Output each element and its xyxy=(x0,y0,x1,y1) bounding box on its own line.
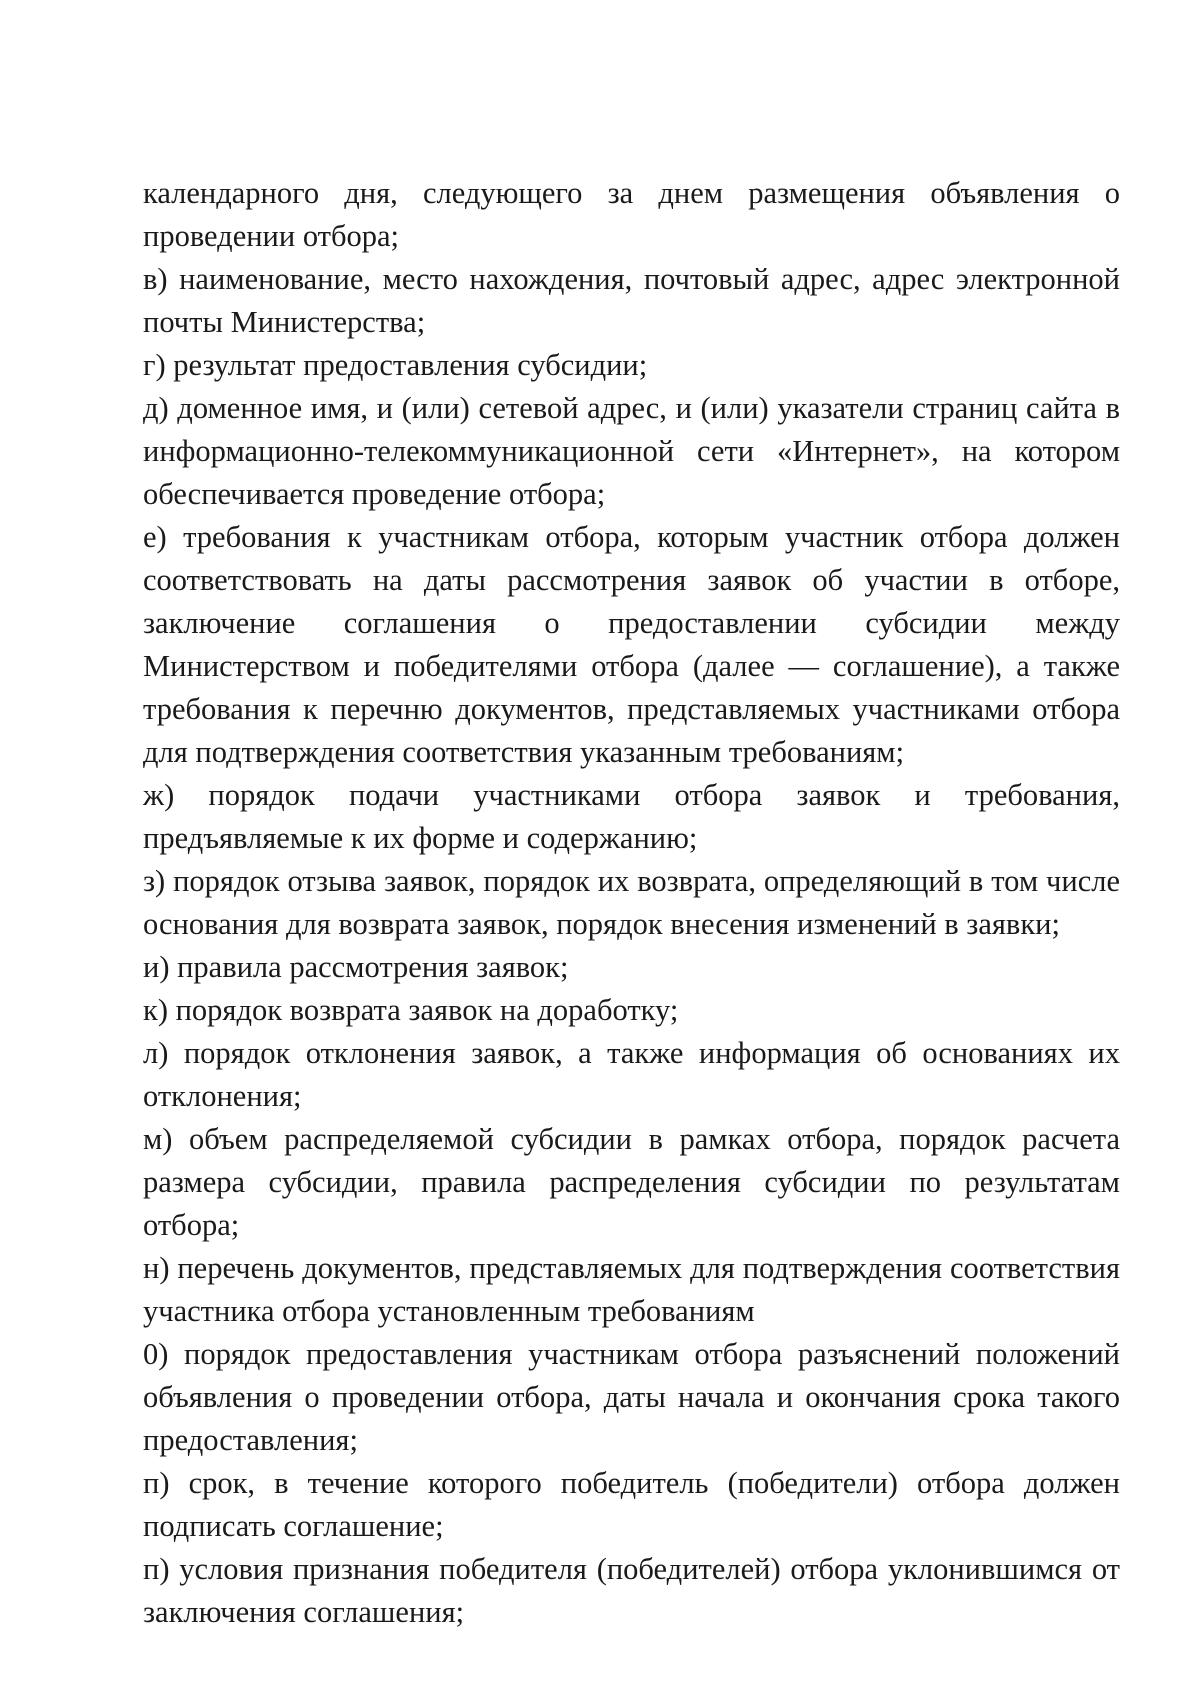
paragraph-continuation: календарного дня, следующего за днем размещения объявления о проведении отбора; xyxy=(143,176,1120,253)
paragraph-item-g: г) результат предоставления субсидии; xyxy=(143,348,648,382)
paragraph-item-k: к) порядок возврата заявок на доработку; xyxy=(143,993,679,1027)
paragraph-item-o: 0) порядок предоставления участникам отбора разъяснений положений объявления о проведении отбора, даты начала и окончания срока такого предоставления; xyxy=(143,1337,1120,1457)
paragraph-item-l: л) порядок отклонения заявок, а также информация об основаниях их отклонения; xyxy=(143,1036,1120,1113)
paragraph-item-m: м) объем распределяемой субсидии в рамках отбора, порядок расчета размера субсидии, правила распределения субсидии по результатам отбора; xyxy=(143,1122,1120,1242)
paragraph-item-z: з) порядок отзыва заявок, порядок их возврата, определяющий в том числе основания для возврата заявок, порядок внесения изменений в заявки; xyxy=(143,864,1120,941)
paragraph-item-n: н) перечень документов, представляемых для подтверждения соответствия участника отбора установленным требованиям xyxy=(143,1251,1120,1328)
paragraph-item-p: п) срок, в течение которого победитель (победители) отбора должен подписать соглашение; xyxy=(143,1466,1120,1543)
paragraph-item-i: и) правила рассмотрения заявок; xyxy=(143,950,569,984)
document-body xyxy=(143,172,1120,1634)
paragraph-item-v: в) наименование, место нахождения, почтовый адрес, адрес электронной почты Министерства; xyxy=(143,262,1120,339)
paragraph-item-zh: ж) порядок подачи участниками отбора заявок и требования, предъявляемые к их форме и содержанию; xyxy=(143,778,1120,855)
paragraph-item-e: е) требования к участникам отбора, которым участник отбора должен соответствовать на даты рассмотрения заявок об участии в отборе, заключение соглашения о предоставлении субсидии между Министерством и победителями отбора (далее — соглашение), а также требования к перечню документов, представляемых участниками отбора для подтверждения соответствия указанным требованиям; xyxy=(143,520,1120,769)
paragraph-item-d: д) доменное имя, и (или) сетевой адрес, и (или) указатели страниц сайта в информационно-телекоммуникационной сети «Интернет», на котором обеспечивается проведение отбора; xyxy=(143,391,1120,511)
paragraph-item-p-second: п) условия признания победителя (победителей) отбора уклонившимся от заключения соглашения; xyxy=(143,1552,1120,1629)
